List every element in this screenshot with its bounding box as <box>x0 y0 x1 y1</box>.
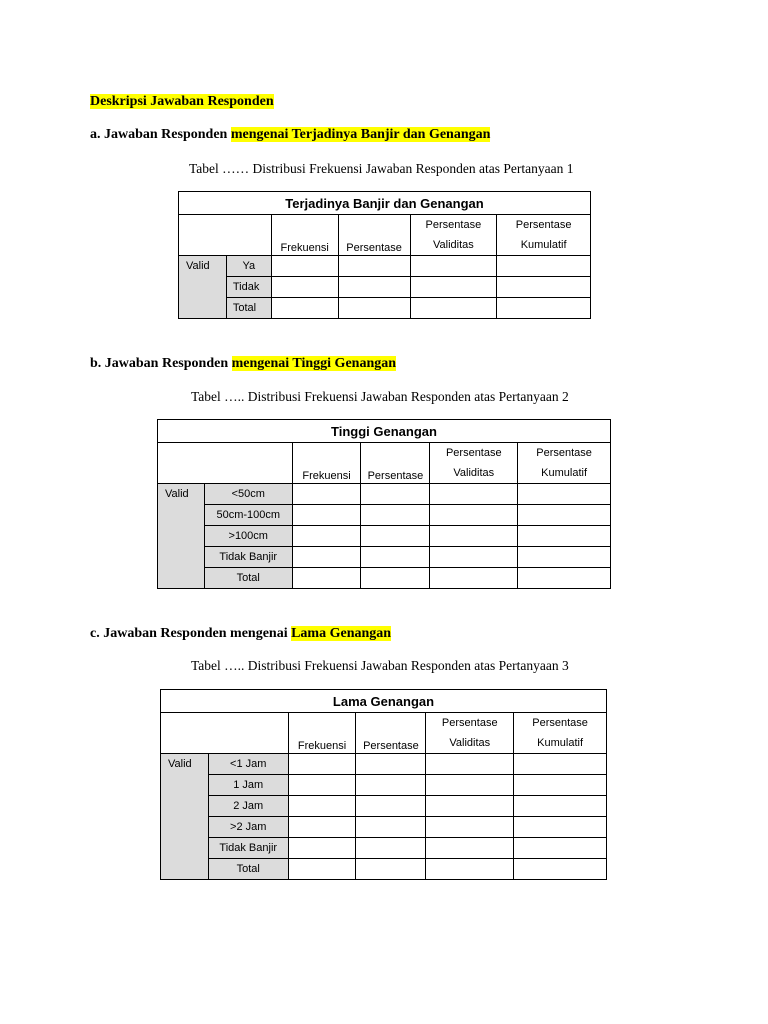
row-label: <1 Jam <box>208 754 288 775</box>
table-cell <box>356 796 426 817</box>
row-label: >2 Jam <box>208 817 288 838</box>
section-c-caption: Tabel ….. Distribusi Frekuensi Jawaban Responden atas Pertanyaan 3 <box>191 658 569 673</box>
table-banjir-genangan <box>178 191 591 319</box>
table-cell <box>338 298 410 319</box>
table-cell <box>271 256 338 277</box>
table-cell <box>430 547 518 568</box>
table-cell <box>361 568 430 589</box>
table-cell <box>356 817 426 838</box>
col-header-persentase: Persentase <box>338 215 410 256</box>
col-header-persentase: Persentase <box>361 443 430 484</box>
table-cell <box>514 817 607 838</box>
col-header-frekuensi: Frekuensi <box>288 713 356 754</box>
document-title: Deskripsi Jawaban Responden <box>90 94 274 109</box>
table-cell <box>410 256 497 277</box>
table-lama-genangan <box>160 689 607 880</box>
table-cell <box>292 547 361 568</box>
table-cell <box>356 838 426 859</box>
table-cell <box>410 277 497 298</box>
table-cell <box>426 838 514 859</box>
table-title: Lama Genangan <box>161 690 607 713</box>
section-b-caption: Tabel ….. Distribusi Frekuensi Jawaban Responden atas Pertanyaan 2 <box>191 389 569 404</box>
row-label: <50cm <box>204 484 292 505</box>
table-title: Tinggi Genangan <box>158 420 611 443</box>
table-cell <box>288 796 356 817</box>
col-header-persentase-validitas: Persentase Validitas <box>426 713 514 754</box>
table-cell <box>288 838 356 859</box>
table-cell <box>426 754 514 775</box>
valid-label: Valid <box>161 754 209 880</box>
row-label: 2 Jam <box>208 796 288 817</box>
row-label: Tidak Banjir <box>204 547 292 568</box>
row-label: Total <box>204 568 292 589</box>
row-label: 1 Jam <box>208 775 288 796</box>
table-cell <box>514 859 607 880</box>
section-a-heading: a. Jawaban Responden mengenai Terjadinya Banjir dan Genangan <box>90 127 491 142</box>
table-cell <box>430 568 518 589</box>
table-cell <box>426 859 514 880</box>
col-header-persentase-kumulatif: Persentase Kumulatif <box>518 443 611 484</box>
table-cell <box>514 796 607 817</box>
table-cell <box>426 775 514 796</box>
table-cell <box>292 505 361 526</box>
table-cell <box>338 256 410 277</box>
table-cell <box>518 505 611 526</box>
col-header-persentase-kumulatif: Persentase Kumulatif <box>514 713 607 754</box>
table-cell <box>426 817 514 838</box>
col-header-frekuensi: Frekuensi <box>292 443 361 484</box>
table-cell <box>497 256 591 277</box>
table-cell <box>288 754 356 775</box>
table-cell <box>356 775 426 796</box>
row-label: Total <box>226 298 271 319</box>
table-cell <box>410 298 497 319</box>
section-c-heading: c. Jawaban Responden mengenai Lama Genangan <box>90 626 392 641</box>
row-label: 50cm-100cm <box>204 505 292 526</box>
section-a-caption: Tabel …… Distribusi Frekuensi Jawaban Responden atas Pertanyaan 1 <box>189 161 574 176</box>
row-label: Tidak Banjir <box>208 838 288 859</box>
table-cell <box>292 484 361 505</box>
table-cell <box>288 775 356 796</box>
col-header-frekuensi: Frekuensi <box>271 215 338 256</box>
table-cell <box>514 838 607 859</box>
table-cell <box>361 547 430 568</box>
table-title: Terjadinya Banjir dan Genangan <box>179 192 591 215</box>
table-cell <box>356 754 426 775</box>
table-cell <box>514 775 607 796</box>
header-blank-cell <box>161 713 289 754</box>
table-cell <box>497 277 591 298</box>
row-label: >100cm <box>204 526 292 547</box>
table-cell <box>356 859 426 880</box>
col-header-persentase-kumulatif: Persentase Kumulatif <box>497 215 591 256</box>
table-cell <box>271 298 338 319</box>
table-cell <box>430 505 518 526</box>
col-header-persentase: Persentase <box>356 713 426 754</box>
table-cell <box>430 526 518 547</box>
table-cell <box>514 754 607 775</box>
table-cell <box>361 505 430 526</box>
table-tinggi-genangan <box>157 419 611 589</box>
header-blank-cell <box>179 215 272 256</box>
table-cell <box>271 277 338 298</box>
header-blank-cell <box>158 443 293 484</box>
row-label: Tidak <box>226 277 271 298</box>
table-cell <box>288 817 356 838</box>
row-label: Total <box>208 859 288 880</box>
table-cell <box>288 859 356 880</box>
table-cell <box>338 277 410 298</box>
table-cell <box>292 568 361 589</box>
table-cell <box>518 484 611 505</box>
table-cell <box>518 526 611 547</box>
col-header-persentase-validitas: Persentase Validitas <box>430 443 518 484</box>
table-cell <box>361 526 430 547</box>
table-cell <box>518 568 611 589</box>
col-header-persentase-validitas: Persentase Validitas <box>410 215 497 256</box>
table-cell <box>497 298 591 319</box>
section-b-heading: b. Jawaban Responden mengenai Tinggi Genangan <box>90 356 397 371</box>
table-cell <box>292 526 361 547</box>
table-cell <box>426 796 514 817</box>
table-cell <box>361 484 430 505</box>
row-label: Ya <box>226 256 271 277</box>
valid-label: Valid <box>158 484 205 589</box>
table-cell <box>430 484 518 505</box>
valid-label: Valid <box>179 256 227 319</box>
table-cell <box>518 547 611 568</box>
